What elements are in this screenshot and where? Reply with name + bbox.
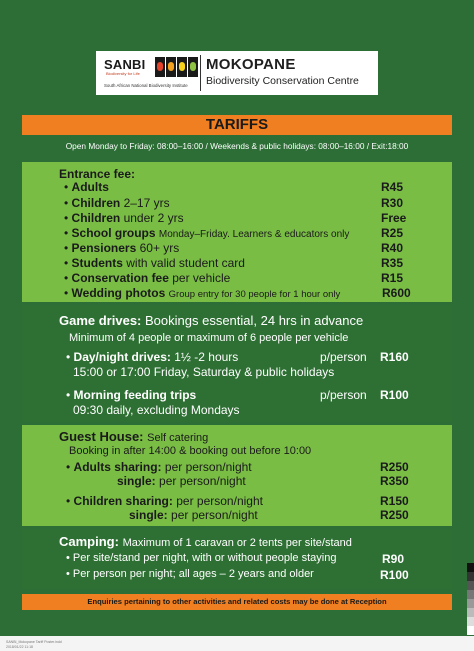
adults-sharing-price: R250 bbox=[380, 460, 409, 474]
adults-sharing: • Adults sharing: per person/night bbox=[66, 460, 252, 474]
enquiries-footer: Enquiries pertaining to other activities and related costs may be done at Reception bbox=[22, 594, 452, 610]
sanbi-emblem-icon bbox=[188, 57, 198, 77]
print-slug bbox=[6, 640, 62, 649]
day-night-price: R160 bbox=[380, 350, 409, 364]
opening-hours: Open Monday to Friday: 08:00–16:00 / Weekends & public holidays: 08:00–16:00 / Exit:18:00 bbox=[65, 141, 409, 151]
sanbi-emblem-icon bbox=[155, 57, 165, 77]
sanbi-emblem-icon bbox=[166, 57, 176, 77]
centre-title: MOKOPANE bbox=[206, 56, 296, 73]
entrance-item: • School groups Monday–Friday. Learners & educators only bbox=[64, 226, 350, 240]
children-sharing: • Children sharing: per person/night bbox=[66, 494, 263, 508]
day-night-times: 15:00 or 17:00 Friday, Saturday & public holidays bbox=[73, 365, 335, 379]
camping-price: R100 bbox=[380, 568, 409, 582]
adults-single-price: R350 bbox=[380, 474, 409, 488]
entrance-fee-section bbox=[22, 162, 452, 302]
camping-item: • Per person per night; all ages – 2 years and older bbox=[66, 568, 314, 580]
morning-price: R100 bbox=[380, 388, 409, 402]
centre-subtitle: Biodiversity Conservation Centre bbox=[206, 75, 359, 87]
camping-item: • Per site/stand per night, with or without people staying bbox=[66, 552, 337, 564]
game-drives-heading: Game drives: Bookings essential, 24 hrs in advance bbox=[59, 313, 364, 328]
entrance-item: • Conservation fee per vehicle bbox=[64, 271, 231, 285]
children-single-price: R250 bbox=[380, 508, 409, 522]
morning-unit: p/person bbox=[320, 388, 367, 402]
day-night-drives: • Day/night drives: 1½ -2 hours bbox=[66, 350, 239, 364]
logo-divider bbox=[200, 55, 201, 91]
entrance-item: • Adults bbox=[64, 180, 109, 194]
sanbi-logo-text: SANBI bbox=[104, 57, 146, 72]
guest-house-section bbox=[22, 425, 452, 526]
day-night-unit: p/person bbox=[320, 350, 367, 364]
morning-times: 09:30 daily, excluding Mondays bbox=[73, 403, 240, 417]
entrance-item: • Children under 2 yrs bbox=[64, 211, 184, 225]
morning-feeding-trips: • Morning feeding trips bbox=[66, 388, 197, 402]
entrance-price: R40 bbox=[381, 241, 404, 255]
game-drives-note: Minimum of 4 people or maximum of 6 people per vehicle bbox=[69, 332, 349, 344]
children-single: single: per person/night bbox=[129, 508, 258, 522]
entrance-price: R30 bbox=[381, 196, 404, 210]
entrance-price: R45 bbox=[381, 180, 404, 194]
entrance-price: R25 bbox=[381, 226, 404, 240]
children-sharing-price: R150 bbox=[380, 494, 409, 508]
entrance-price: R15 bbox=[381, 271, 404, 285]
entrance-heading: Entrance fee: bbox=[59, 167, 136, 181]
entrance-price: Free bbox=[381, 211, 407, 225]
print-slug-file: SANBI_Mokopane Tariff Poster.indd bbox=[6, 640, 62, 644]
tariffs-heading: TARIFFS bbox=[22, 115, 452, 135]
camping-price: R90 bbox=[382, 552, 405, 566]
guest-house-heading: Guest House: Self catering bbox=[59, 429, 209, 444]
entrance-item: • Children 2–17 yrs bbox=[64, 196, 170, 210]
print-color-bar bbox=[467, 563, 474, 635]
sanbi-tagline: Biodiversity for Life bbox=[106, 71, 140, 76]
entrance-price: R35 bbox=[381, 256, 404, 270]
camping-heading: Camping: Maximum of 1 caravan or 2 tents per site/stand bbox=[59, 534, 352, 549]
sanbi-institute-name: South African National Biodiversity Institute bbox=[104, 83, 188, 88]
print-slug-date: 2018/01/22 11:18 bbox=[6, 644, 33, 649]
guest-house-note: Booking in after 14:00 & booking out before 10:00 bbox=[69, 445, 312, 457]
entrance-item: • Pensioners 60+ yrs bbox=[64, 241, 180, 255]
game-drives-section bbox=[22, 305, 452, 422]
entrance-item: • Wedding photos Group entry for 30 people for 1 hour only bbox=[64, 286, 341, 300]
logo-header bbox=[96, 51, 378, 95]
camping-section bbox=[22, 529, 452, 589]
sanbi-emblem-icon bbox=[177, 57, 187, 77]
entrance-price: R600 bbox=[382, 286, 411, 300]
entrance-item: • Students with valid student card bbox=[64, 256, 245, 270]
adults-single: single: per person/night bbox=[117, 474, 246, 488]
sanbi-emblem-icons bbox=[155, 57, 198, 77]
